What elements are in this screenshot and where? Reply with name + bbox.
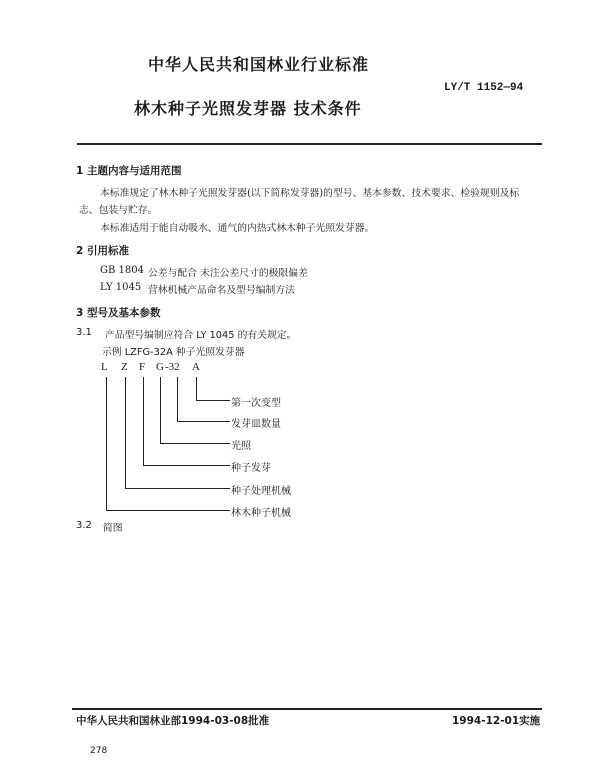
- model-code-part-Z: Z: [121, 361, 128, 373]
- bracket-horizontal-32: [177, 421, 230, 422]
- code-meaning-variant: 第一次变型: [231, 398, 281, 409]
- ref-1-code: GB 1804: [100, 265, 144, 276]
- bracket-vertical-32: [177, 377, 178, 421]
- example-label: 示例 LZFG-32A 种子光照发芽器: [102, 347, 245, 358]
- bracket-horizontal-G: [160, 443, 230, 444]
- code-meaning-illumination: 光照: [231, 441, 251, 452]
- bracket-horizontal-L: [106, 510, 230, 511]
- footer-divider: [72, 708, 542, 710]
- section-1-para-1-line-1: 本标准规定了林木种子光照发芽器(以下简称发芽器)的型号、基本参数、技术要求、检验规则及标: [100, 188, 520, 199]
- header-divider: [77, 143, 542, 145]
- section-1-para-2: 本标准适用于能自动吸水、通气的内热式林木种子光照发芽器。: [100, 223, 375, 234]
- model-code-part-F: F: [139, 361, 146, 373]
- section-3-2-text: 简图: [103, 523, 123, 534]
- code-meaning-germination: 种子发芽: [231, 463, 271, 474]
- code-meaning-forest-seed-machinery: 林木种子机械: [231, 508, 291, 519]
- code-meaning-seed-processing: 种子处理机械: [231, 486, 291, 497]
- model-code-part-32: -32: [165, 361, 180, 373]
- ref-1-title: 公差与配合 未注公差尺寸的极限偏差: [148, 268, 308, 279]
- bracket-horizontal-F: [143, 465, 230, 466]
- document-title: 林木种子光照发芽器 技术条件: [134, 99, 362, 118]
- section-3-heading: 3 型号及基本参数: [76, 307, 161, 319]
- section-2-heading: 2 引用标准: [76, 245, 129, 257]
- section-3-1-text: 产品型号编制应符合 LY 1045 的有关规定。: [105, 330, 297, 341]
- code-meaning-dish-count: 发芽皿数量: [231, 419, 281, 430]
- bracket-vertical-A: [196, 377, 197, 400]
- section-1-heading: 1 主题内容与适用范围: [76, 165, 182, 177]
- document-code: LY/T 1152—94: [444, 82, 524, 94]
- bracket-vertical-F: [143, 377, 144, 465]
- bracket-vertical-L: [106, 377, 107, 510]
- issuing-org-title: 中华人民共和国林业行业标准: [148, 55, 370, 74]
- bracket-vertical-G: [160, 377, 161, 443]
- ref-2-code: LY 1045: [100, 282, 142, 293]
- approval-line: 中华人民共和国林业部1994-03-08批准: [76, 715, 270, 727]
- page-number: 278: [90, 746, 108, 756]
- section-3-2-number: 3.2: [76, 520, 92, 531]
- implementation-date: 1994-12-01实施: [452, 715, 541, 727]
- bracket-horizontal-A: [196, 400, 230, 401]
- model-code-part-L: L: [101, 361, 108, 373]
- bracket-vertical-Z: [125, 377, 126, 488]
- model-code-part-A: A: [192, 361, 200, 373]
- section-3-1-number: 3.1: [76, 327, 92, 338]
- section-1-para-1-line-2: 志、包装与贮存。: [79, 205, 158, 216]
- ref-2-title: 营林机械产品命名及型号编制方法: [148, 285, 295, 296]
- model-code-part-G: G: [156, 361, 164, 373]
- bracket-horizontal-Z: [125, 488, 230, 489]
